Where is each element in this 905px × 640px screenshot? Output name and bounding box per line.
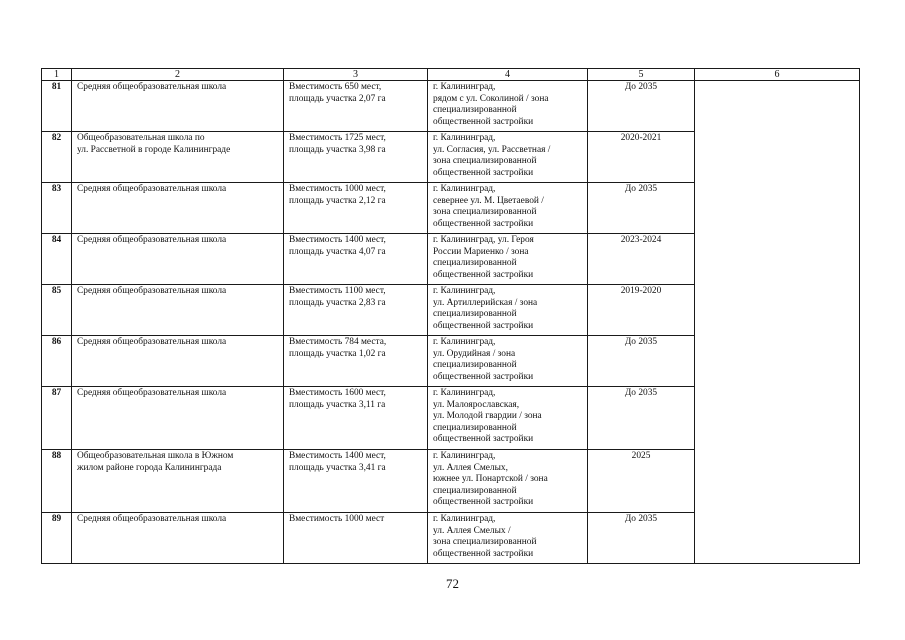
address-line: общественной застройки	[433, 269, 534, 280]
row-number: 84	[42, 234, 72, 285]
implementation-term: До 2035	[588, 387, 695, 450]
capacity-line: площадь участка 2,83 га	[289, 297, 386, 308]
address-cell	[428, 285, 588, 336]
row-number: 81	[42, 81, 72, 132]
capacity-line: Вместимость 650 мест,	[289, 82, 382, 92]
address-line: зона специализированной	[433, 156, 537, 167]
capacity-line: Вместимость 1600 мест,	[289, 388, 386, 398]
address-line: специализированной	[433, 422, 517, 433]
address-line: ул. Аллея Смелых,	[433, 462, 508, 473]
object-name	[72, 387, 284, 450]
address-line: общественной застройки	[433, 116, 534, 127]
address-line: специализированной	[433, 258, 517, 269]
object-name	[72, 336, 284, 387]
notes-column	[695, 81, 860, 564]
object-name-line: Средняя общеобразовательная школа	[77, 235, 227, 245]
page-number: 72	[446, 576, 459, 591]
address-line: г. Калининград,	[433, 337, 496, 347]
object-name	[72, 234, 284, 285]
address-line: ул. Орудийная / зона	[433, 348, 516, 359]
address-line: ул. Молодой гвардии / зона	[433, 411, 542, 422]
address-line: ул. Согласия, ул. Рассветная /	[433, 144, 551, 155]
address-line: общественной застройки	[433, 497, 534, 508]
implementation-term: До 2035	[588, 183, 695, 234]
implementation-term: 2025	[588, 450, 695, 513]
row-number: 82	[42, 132, 72, 183]
capacity-cell	[284, 81, 428, 132]
address-line: г. Калининград,	[433, 451, 496, 461]
column-header: 2	[72, 69, 284, 81]
address-cell	[428, 132, 588, 183]
column-header: 3	[284, 69, 428, 81]
column-header: 6	[695, 69, 860, 81]
capacity-line: Вместимость 1100 мест,	[289, 286, 386, 296]
address-line: общественной застройки	[433, 218, 534, 229]
address-cell	[428, 513, 588, 564]
row-number: 85	[42, 285, 72, 336]
address-line: г. Калининград,	[433, 286, 496, 296]
object-name	[72, 450, 284, 513]
address-cell	[428, 81, 588, 132]
object-name	[72, 513, 284, 564]
address-line: зона специализированной	[433, 537, 537, 548]
address-line: г. Калининград, ул. Героя	[433, 235, 534, 245]
implementation-term: До 2035	[588, 513, 695, 564]
row-number: 87	[42, 387, 72, 450]
implementation-term: 2023-2024	[588, 234, 695, 285]
address-cell	[428, 450, 588, 513]
address-line: ул. Малоярославская,	[433, 399, 520, 410]
address-line: специализированной	[433, 360, 517, 371]
address-line: южнее ул. Понартской / зона	[433, 474, 548, 485]
object-name-line: Средняя общеобразовательная школа	[77, 286, 227, 296]
address-line: специализированной	[433, 309, 517, 320]
implementation-term: 2019-2020	[588, 285, 695, 336]
capacity-line: площадь участка 3,11 га	[289, 399, 386, 410]
address-line: общественной застройки	[433, 320, 534, 331]
address-line: г. Калининград,	[433, 514, 496, 524]
row-number: 89	[42, 513, 72, 564]
implementation-term: До 2035	[588, 81, 695, 132]
capacity-cell	[284, 513, 428, 564]
object-name-line: Средняя общеобразовательная школа	[77, 388, 227, 398]
address-cell	[428, 183, 588, 234]
address-line: г. Калининград,	[433, 82, 496, 92]
object-name-line: жилом районе города Калининграда	[77, 462, 222, 473]
address-cell	[428, 234, 588, 285]
address-line: общественной застройки	[433, 548, 534, 559]
capacity-cell	[284, 336, 428, 387]
capacity-cell	[284, 387, 428, 450]
table-header-row	[42, 69, 860, 81]
capacity-line: Вместимость 1000 мест,	[289, 184, 386, 194]
address-line: специализированной	[433, 485, 517, 496]
capacity-line: Вместимость 1000 мест	[289, 514, 385, 524]
school-registry-table	[41, 68, 860, 564]
address-line: общественной застройки	[433, 434, 534, 445]
object-name	[72, 183, 284, 234]
address-line: рядом с ул. Соколиной / зона	[433, 93, 549, 104]
document-sheet	[41, 68, 859, 564]
object-name	[72, 81, 284, 132]
capacity-line: Вместимость 1725 мест,	[289, 133, 386, 143]
capacity-cell	[284, 183, 428, 234]
capacity-line: площадь участка 3,41 га	[289, 462, 386, 473]
address-cell	[428, 336, 588, 387]
capacity-line: площадь участка 4,07 га	[289, 246, 386, 257]
address-line: г. Калининград,	[433, 133, 496, 143]
implementation-term: 2020-2021	[588, 132, 695, 183]
table-row	[42, 81, 860, 132]
table-body	[42, 81, 860, 564]
row-number: 86	[42, 336, 72, 387]
address-line: ул. Артиллерийская / зона	[433, 297, 538, 308]
implementation-term: До 2035	[588, 336, 695, 387]
column-header: 1	[42, 69, 72, 81]
object-name	[72, 285, 284, 336]
address-line: г. Калининград,	[433, 184, 496, 194]
capacity-line: Вместимость 1400 мест,	[289, 451, 386, 461]
object-name-line: Средняя общеобразовательная школа	[77, 337, 227, 347]
capacity-line: Вместимость 784 места,	[289, 337, 387, 347]
address-line: зона специализированной	[433, 207, 537, 218]
address-line: общественной застройки	[433, 371, 534, 382]
address-line: севернее ул. М. Цветаевой /	[433, 195, 544, 206]
capacity-line: площадь участка 3,98 га	[289, 144, 386, 155]
address-line: общественной застройки	[433, 167, 534, 178]
capacity-cell	[284, 285, 428, 336]
capacity-cell	[284, 450, 428, 513]
object-name-line: ул. Рассветной в городе Калининграде	[77, 144, 231, 155]
column-header: 5	[588, 69, 695, 81]
capacity-line: площадь участка 1,02 га	[289, 348, 386, 359]
row-number: 83	[42, 183, 72, 234]
object-name-line: Средняя общеобразовательная школа	[77, 82, 227, 92]
address-line: России Мариенко / зона	[433, 246, 529, 257]
object-name-line: Средняя общеобразовательная школа	[77, 184, 227, 194]
row-number: 88	[42, 450, 72, 513]
address-line: г. Калининград,	[433, 388, 496, 398]
address-line: ул. Аллея Смелых /	[433, 525, 511, 536]
column-header: 4	[428, 69, 588, 81]
object-name	[72, 132, 284, 183]
capacity-cell	[284, 234, 428, 285]
capacity-cell	[284, 132, 428, 183]
address-cell	[428, 387, 588, 450]
capacity-line: площадь участка 2,12 га	[289, 195, 386, 206]
capacity-line: Вместимость 1400 мест,	[289, 235, 386, 245]
object-name-line: Средняя общеобразовательная школа	[77, 514, 227, 524]
capacity-line: площадь участка 2,07 га	[289, 93, 386, 104]
object-name-line: Общеобразовательная школа по	[77, 133, 205, 143]
object-name-line: Общеобразовательная школа в Южном	[77, 451, 234, 461]
address-line: специализированной	[433, 105, 517, 116]
